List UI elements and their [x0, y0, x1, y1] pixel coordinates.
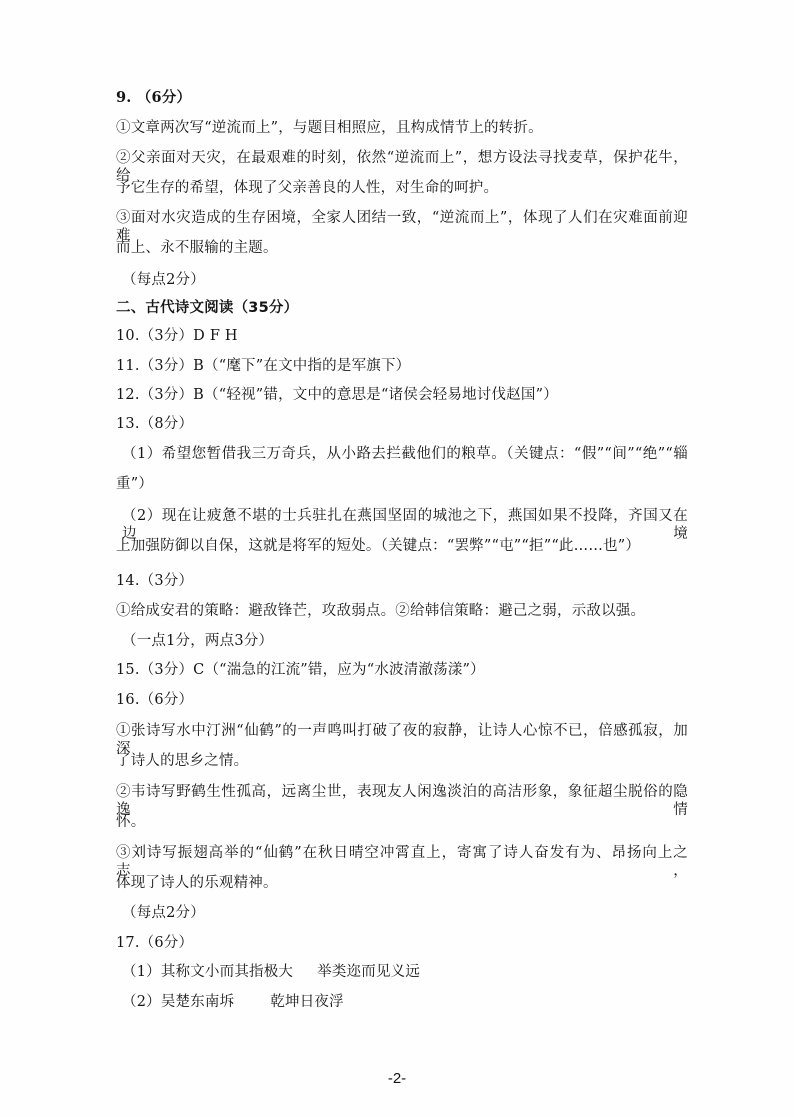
q17-answer-1-label: （1）: [122, 964, 161, 980]
q9-point-2-line-1: ②父亲面对天灾，在最艰难的时刻，依然“逆流而上”，想方设法寻找麦草，保护花牛，给: [116, 150, 688, 184]
q9-point-3-line-1: ③面对水灾造成的生存困境，全家人团结一致，“逆流而上”，体现了人们在灾难面前迎难: [116, 210, 688, 244]
q16-scoring-note: （每点2分）: [122, 905, 205, 921]
q17-title: 17.（6分）: [116, 935, 194, 951]
q17-answer-2: [122, 993, 702, 1011]
q17-answer-1-part-1: 其称文小而其指极大: [160, 964, 294, 980]
q16-point-3-line-2: 体现了诗人的乐观精神。: [116, 875, 278, 891]
q16-point-2-line-1: ②韦诗写野鹤生性孤高，远离尘世，表现友人闲逸淡泊的高洁形象，象征超尘脱俗的隐逸情: [116, 784, 688, 818]
q15-answer: 15.（3分）C（“湍急的江流”错，应为“水波清澈荡漾”）: [116, 662, 485, 678]
q13-title: 13.（8分）: [116, 416, 194, 432]
q16-point-1-line-1: ①张诗写水中汀洲“仙鹤”的一声鸣叫打破了夜的寂静，让诗人心惊不已，倍感孤寂，加深: [116, 723, 688, 757]
q17-answer-2-label: （2）: [122, 994, 161, 1010]
q13-answer-1-line-1: （1）希望您暂借我三万奇兵，从小路去拦截他们的粮草。（关键点：“假”“间”“绝”“辎: [122, 446, 688, 462]
q14-answer: ①给成安君的策略：避敌锋芒，攻敌弱点。②给韩信策略：避己之弱，示敌以强。: [116, 603, 646, 619]
q17-answer-1-part-2: 举类迩而见义远: [317, 964, 421, 980]
q16-point-1-line-2: 了诗人的思乡之情。: [116, 753, 249, 769]
q16-title: 16.（6分）: [116, 692, 194, 708]
q11-answer: 11.（3分）B（“麾下”在文中指的是军旗下）: [116, 358, 411, 374]
q9-point-3-line-2: 而上、永不服输的主题。: [116, 240, 278, 256]
q17-answer-1: [122, 963, 702, 981]
q13-answer-1-line-2: 重”）: [116, 476, 154, 492]
q14-scoring-note: （一点1分，两点3分）: [122, 633, 274, 649]
q13-answer-2-line-2: 上加强防御以自保，这就是将军的短处。（关键点：“罢弊”“屯”“拒”“此……也”）: [116, 538, 641, 554]
q17-answer-2-part-2: 乾坤日夜浮: [270, 994, 344, 1010]
q10-answer: 10.（3分）D F H: [116, 328, 238, 344]
q9-scoring-note: （每点2分）: [122, 272, 205, 288]
q12-answer: 12.（3分）B（“轻视”错，文中的意思是“诸侯会轻易地讨伐赵国”）: [116, 387, 558, 403]
q16-point-3-line-1: ③刘诗写振翅高举的“仙鹤”在秋日晴空冲霄直上，寄寓了诗人奋发有为、昂扬向上之志，: [116, 845, 688, 879]
page-number: -2-: [387, 1070, 407, 1087]
q13-answer-2-line-1: （2）现在让疲惫不堪的士兵驻扎在燕国坚固的城池之下，燕国如果不投降，齐国又在边境: [122, 508, 688, 542]
q9-point-1: ①文章两次写“逆流而上”，与题目相照应，且构成情节上的转折。: [116, 120, 543, 136]
section-2-heading: 二、古代诗文阅读（35分）: [116, 300, 299, 316]
q17-answer-2-part-1: 吴楚东南坼: [160, 994, 235, 1010]
q9-title: 9. （6分）: [116, 89, 192, 106]
q16-point-2-line-2: 怀。: [116, 814, 146, 830]
q14-title: 14.（3分）: [116, 573, 194, 589]
q9-point-2-line-2: 予它生存的希望，体现了父亲善良的人性，对生命的呵护。: [116, 180, 499, 196]
